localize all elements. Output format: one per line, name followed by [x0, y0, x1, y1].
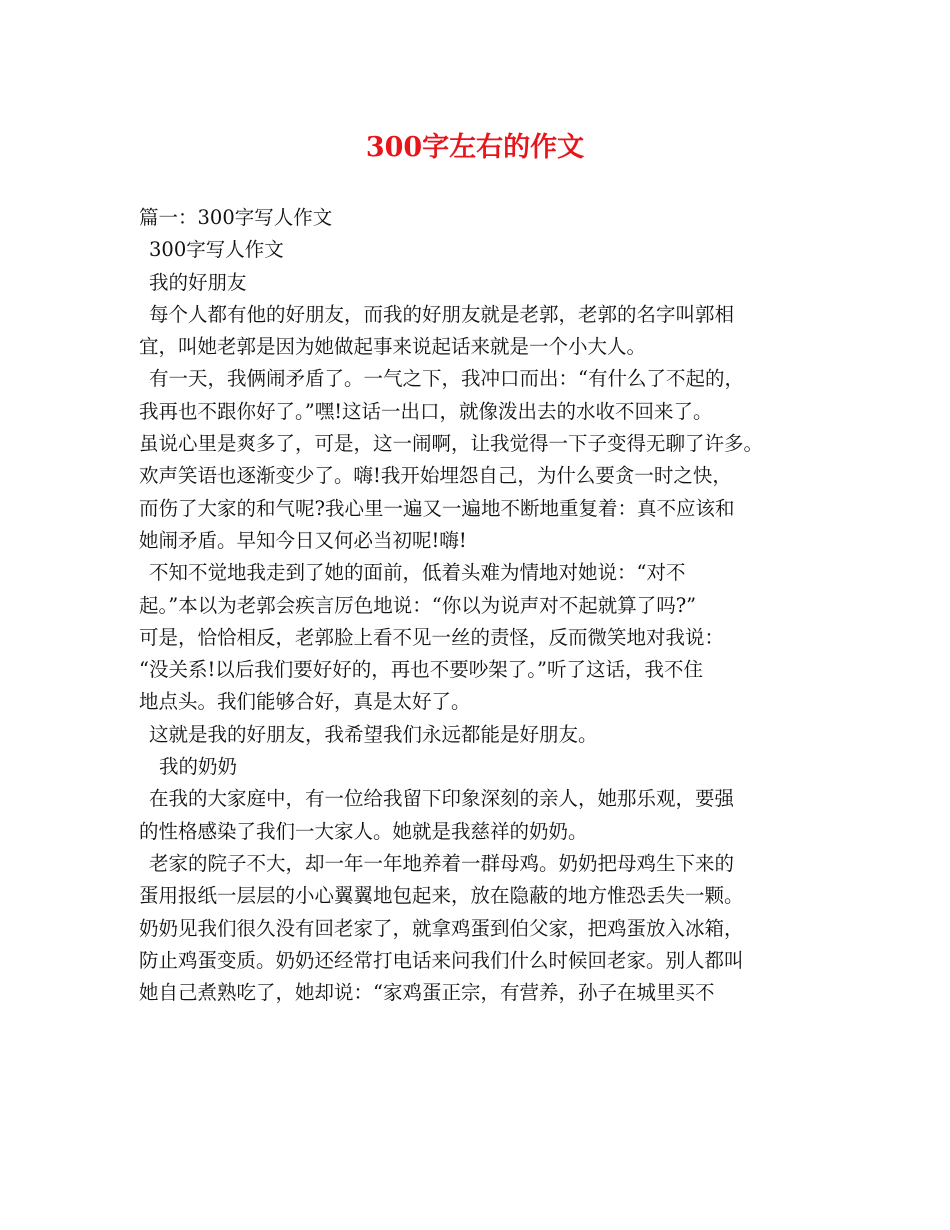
text-line: 欢声笑语也逐渐变少了。嗨!我开始埋怨自己，为什么要贪一时之快，: [139, 464, 732, 488]
text-line: 可是，恰恰相反，老郭脸上看不见一丝的责怪，反而微笑地对我说：: [139, 625, 725, 649]
text-line: 这就是我的好朋友，我希望我们永远都能是好朋友。: [149, 722, 598, 746]
text-line: 老家的院子不大，却一年一年地养着一群母鸡。奶奶把母鸡生下来的: [149, 851, 735, 875]
text-line: 不知不觉地我走到了她的面前，低着头难为情地对她说：“对不: [149, 561, 686, 585]
text-line: 有一天，我俩闹矛盾了。一气之下，我冲口而出：“有什么了不起的，: [149, 367, 744, 391]
text-line: “没关系!以后我们要好好的，再也不要吵架了。”听了这话，我不住: [139, 658, 704, 682]
text-line: 她闹矛盾。早知今日又何必当初呢!嗨!: [139, 528, 467, 552]
text-line: 起。”本以为老郭会疾言厉色地说：“你以为说声对不起就算了吗?”: [139, 593, 697, 617]
text-line: 篇一：300字写人作文: [139, 206, 333, 229]
text-line: 我的好朋友: [149, 270, 247, 294]
text-line: 奶奶见我们很久没有回老家了，就拿鸡蛋到伯父家，把鸡蛋放入冰箱，: [139, 916, 744, 940]
text-line: 我的奶奶: [159, 755, 238, 779]
document-body: [139, 202, 819, 1009]
text-line: 她自己煮熟吃了，她却说：“家鸡蛋正宗，有营养，孙子在城里买不: [139, 981, 715, 1005]
document-title: 300字左右的作文: [365, 132, 585, 163]
text-line: 宜，叫她老郭是因为她做起事来说起话来就是一个小大人。: [139, 335, 647, 359]
text-line: 在我的大家庭中，有一位给我留下印象深刻的亲人，她那乐观，要强: [149, 787, 735, 811]
text-line: 地点头。我们能够合好，真是太好了。: [139, 690, 471, 714]
text-line: 虽说心里是爽多了，可是，这一闹啊，让我觉得一下子变得无聊了许多。: [139, 432, 764, 456]
text-line: 而伤了大家的和气呢?我心里一遍又一遍地不断地重复着：真不应该和: [139, 496, 735, 520]
text-line: 我再也不跟你好了。”嘿!这话一出口，就像泼出去的水收不回来了。: [139, 399, 713, 423]
text-line: 的性格感染了我们一大家人。她就是我慈祥的奶奶。: [139, 819, 588, 843]
text-line: 300字写人作文: [149, 238, 284, 262]
text-line: 每个人都有他的好朋友，而我的好朋友就是老郭，老郭的名字叫郭相: [149, 302, 735, 326]
text-line: 防止鸡蛋变质。奶奶还经常打电话来问我们什么时候回老家。别人都叫: [139, 948, 744, 972]
text-line: 蛋用报纸一层层的小心翼翼地包起来，放在隐蔽的地方惟恐丢失一颗。: [139, 884, 744, 908]
